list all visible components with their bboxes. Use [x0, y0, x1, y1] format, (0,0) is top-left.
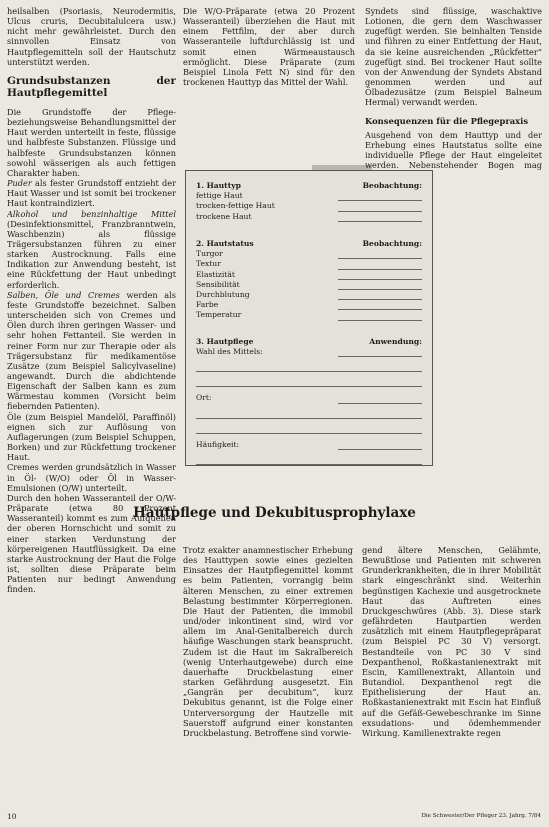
form-line — [196, 375, 422, 387]
form-item-label: Turgor — [196, 249, 223, 259]
term-salben: Salben, Öle und Cremes — [7, 289, 120, 300]
column-left — [7, 6, 176, 806]
form-line — [338, 347, 422, 357]
paragraph: Cremes werden grundsätzlich in Wasser in Öl- (W/O) oder Öl in Wasser-Emulsionen (O/W) unterteilt. — [7, 462, 176, 493]
paragraph: gend ältere Menschen, Gelähmte, Bewußtlose und Patienten mit schweren Grunderkrankheiten, die in ihrer Mobilität stark eingeschränkt sind. Weiterhin begünstigen Kachexie und ausgetrocknete Haut das Auftreten eines Druckgeschwüres (Abb. 3). Diese stark gefährdeten Hautpartien werden zusätzlich mit einem Hautpflegepräparat (zum Beispiel PC 30 V) versorgt. Bestandteile von PC 30 V sind Dexpanthenol, Roßkastanienextrakt mit Escin, Kamillenextrakt, Allantoin und Butandiol. Dexpanthenol regt die Epithelisierung der Haut an. Roßkastanienextrakt mit Escin hat Einfluß auf die Gefäß-Gewebeschranke im Sinne exsudations- und ödemhemmender Wirkung. Kamillenextrakte regen — [362, 545, 541, 738]
form-item-label: Temperatur — [196, 310, 242, 320]
form-line — [338, 394, 422, 404]
form-item-label: Ort: — [196, 393, 212, 403]
form-section-title: 1. Hauttyp — [196, 181, 241, 190]
form-row — [196, 300, 422, 310]
form-line — [338, 290, 422, 300]
article-column-right — [362, 545, 541, 738]
form-item-label: Farbe — [196, 300, 219, 310]
form-section-hautstatus — [196, 239, 422, 321]
form-row — [196, 259, 422, 269]
form-row — [196, 393, 422, 403]
form-section-title: 2. Hautstatus — [196, 239, 254, 248]
paragraph: Durch den hohen Wasseranteil der O/W-Präparate (etwa 80 Prozent Wasseranteil) kommt es zum Aufquellen der oberen Hornschicht und somit zu einer starken Verdunstung der körpereigenen Hautflüssigkeit. Da eine starke Austrocknung der Haut die Folge ist, sollten diese Präparate beim Patienten nur bedingt Anwendung finden. — [7, 492, 176, 595]
form-row — [196, 290, 422, 300]
paragraph-text: als fester Grundstoff entzieht der Haut Wasser und ist somit bei trockener Haut kontraindiziert. — [7, 178, 176, 209]
form-line — [196, 422, 422, 434]
form-line — [338, 300, 422, 310]
paragraph: Ausgehend von dem Hauttyp und der Erhebung eines Hautstatus sollte eine individuelle Pflege der Haut eingeleitet werden. Nebenstehender Bogen mag — [365, 129, 542, 171]
skin-assessment-form — [185, 170, 433, 466]
form-line — [196, 453, 422, 465]
paragraph — [7, 290, 176, 412]
form-section-hauttyp — [196, 181, 422, 222]
form-item-label: Elastizität — [196, 269, 235, 279]
form-line — [338, 202, 422, 212]
form-item-label: Durchblutung — [196, 290, 250, 300]
journal-footer: Die Schwester/Der Pfleger 23. Jahrg. 7/84 — [421, 813, 541, 819]
form-line — [338, 249, 422, 259]
section-heading-grundsubstanzen: Grundsubstanzen der Hautpflegemittel — [7, 74, 176, 100]
paragraph — [7, 178, 176, 208]
form-line — [196, 407, 422, 419]
form-section-header — [196, 337, 422, 347]
form-line — [338, 270, 422, 280]
form-row — [196, 310, 422, 320]
form-line — [338, 212, 422, 222]
form-section-hautpflege — [196, 337, 422, 465]
form-line — [338, 311, 422, 321]
section-heading-konsequenzen: Konsequenzen für die Pflegepraxis — [365, 115, 529, 126]
form-section-header — [196, 181, 422, 191]
form-item-label: trockene Haut — [196, 211, 252, 221]
form-row — [196, 440, 422, 450]
form-row — [196, 280, 422, 290]
paragraph — [7, 209, 176, 290]
form-column-label: Beobachtung: — [362, 239, 422, 248]
form-row — [196, 191, 422, 201]
form-item-label: Sensibilität — [196, 279, 240, 289]
form-line — [338, 440, 422, 450]
form-item-label: fettige Haut — [196, 191, 243, 201]
article-column-left — [183, 545, 353, 738]
column-middle — [183, 6, 355, 87]
form-row — [196, 249, 422, 259]
form-item-label: Textur — [196, 259, 221, 269]
form-section-header — [196, 239, 422, 249]
article-title: Hautpflege und Dekubitusprophylaxe — [133, 505, 416, 521]
paragraph: Trotz exakter anamnestischer Erhebung des Hauttypen sowie eines gezielten Einsatzes der Hautpflegemittel kommt es beim Patienten, vorrangig beim älteren Menschen, zu einer extremen Belastung bestimmter Körperregionen. Die Haut der Patienten, die immobil und/oder inkontinent sind, wird vor allem im Anal-Genitalbereich durch häufige Waschungen stark beansprucht. Zudem ist die Haut im Sakralbereich (wenig Unterhautgewebe) durch eine dauerhafte Druckbelastung einer starken Gefährdung ausgesetzt. Ein „Gangrän per decubitum“, kurz Dekubitus genannt, ist die Folge einer Unterversorgung der Hautzelle mit Sauerstoff aufgrund einer konstanten Druckbelastung. Betroffene sind vorwie- — [183, 545, 353, 738]
form-column-label: Beobachtung: — [362, 181, 422, 190]
form-line — [338, 280, 422, 290]
form-row — [196, 347, 422, 357]
intro-paragraph: heilsalben (Psoriasis, Neurodermitis, Ulcus cruris, Decubitalulcera usw.) nicht mehr gewährleistet. Durch den sinnvollen Einsatz von Hautpflegemitteln soll der Hautschutz unterstützt werden. — [7, 6, 176, 67]
form-item-label: Wahl des Mittels: — [196, 347, 263, 357]
form-row — [196, 270, 422, 280]
paragraph: Öle (zum Beispiel Mandelöl, Paraffinöl) eignen sich zur Auflösung von Auflagerungen (zum Beispiel Schuppen, Borken) und zur Rückfettung trockener Haut. — [7, 411, 176, 463]
paragraph-text: werden als feste Grundstoffe bezeichnet. Salben unterscheiden sich von Cremes und Ölen durch ihren geringen Wasser- und sehr hohen Fettanteil. Sie werden in reiner Form nur zur Therapie oder als Trägersubstanz für medikamentöse Zusätze (zum Beispiel Salicylvaseline) angewandt. Durch die abdichtende Eigenschaft der Salben kann es zum Wärmestau kommen (Vorsicht beim fiebernden Patienten). — [7, 289, 176, 412]
form-line — [338, 191, 422, 201]
form-section-title: 3. Hautpflege — [196, 337, 254, 346]
paragraph: Die W/O-Präparate (etwa 20 Prozent Wasseranteil) überziehen die Haut mit einem Fettfilm, der aber durch Wasseranteile luftdurchlässig ist und somit einen Wärmeaustausch ermöglicht. Diese Präparate (zum Beispiel Linola Fett N) sind für den trockenen Hauttyp das Mittel der Wahl. — [183, 6, 355, 88]
form-row — [196, 201, 422, 211]
paragraph: Die Grundstoffe der Pflege- beziehungsweise Behandlungsmittel der Haut werden unterteilt in feste, flüssige und halbfeste Substanzen. Flüssige und halbfeste Grundsubstanzen können sowohl wässerigen als auch fettigen Charakter haben. — [7, 106, 176, 178]
form-row — [196, 212, 422, 222]
form-item-label: Häufigkeit: — [196, 439, 240, 449]
paragraph: Syndets sind flüssige, waschaktive Lotionen, die gern dem Waschwasser zugefügt werden. Sie beinhalten Tenside und führen zu einer Entfettung der Haut, da sie keine ausreichenden „Rückfetter“ zugefügt sind. Bei trockener Haut sollte von der Anwendung der Syndets Abstand genommen werden und auf Ölbadezusätze (zum Beispiel Balneum Hermal) verwandt werden. — [365, 6, 542, 108]
form-line — [196, 360, 422, 372]
column-right — [365, 6, 542, 180]
form-line — [338, 260, 422, 270]
paragraph-text: (Desinfektionsmittel, Franzbranntwein, Waschbenzin) als flüssige Trägersubstanzen führen zu einer starken Austrocknung. Falls eine Indikation zur Anwendung besteht, ist eine Rückfettung der Haut unbedingt erforderlich. — [7, 218, 176, 290]
term-puder: Puder — [7, 178, 32, 189]
form-column-label: Anwendung: — [369, 337, 422, 346]
form-item-label: trocken-fettige Haut — [196, 201, 275, 211]
page-number: 10 — [7, 812, 17, 821]
term-alkohol: Alkohol und benzinhaltige Mittel — [7, 208, 176, 219]
